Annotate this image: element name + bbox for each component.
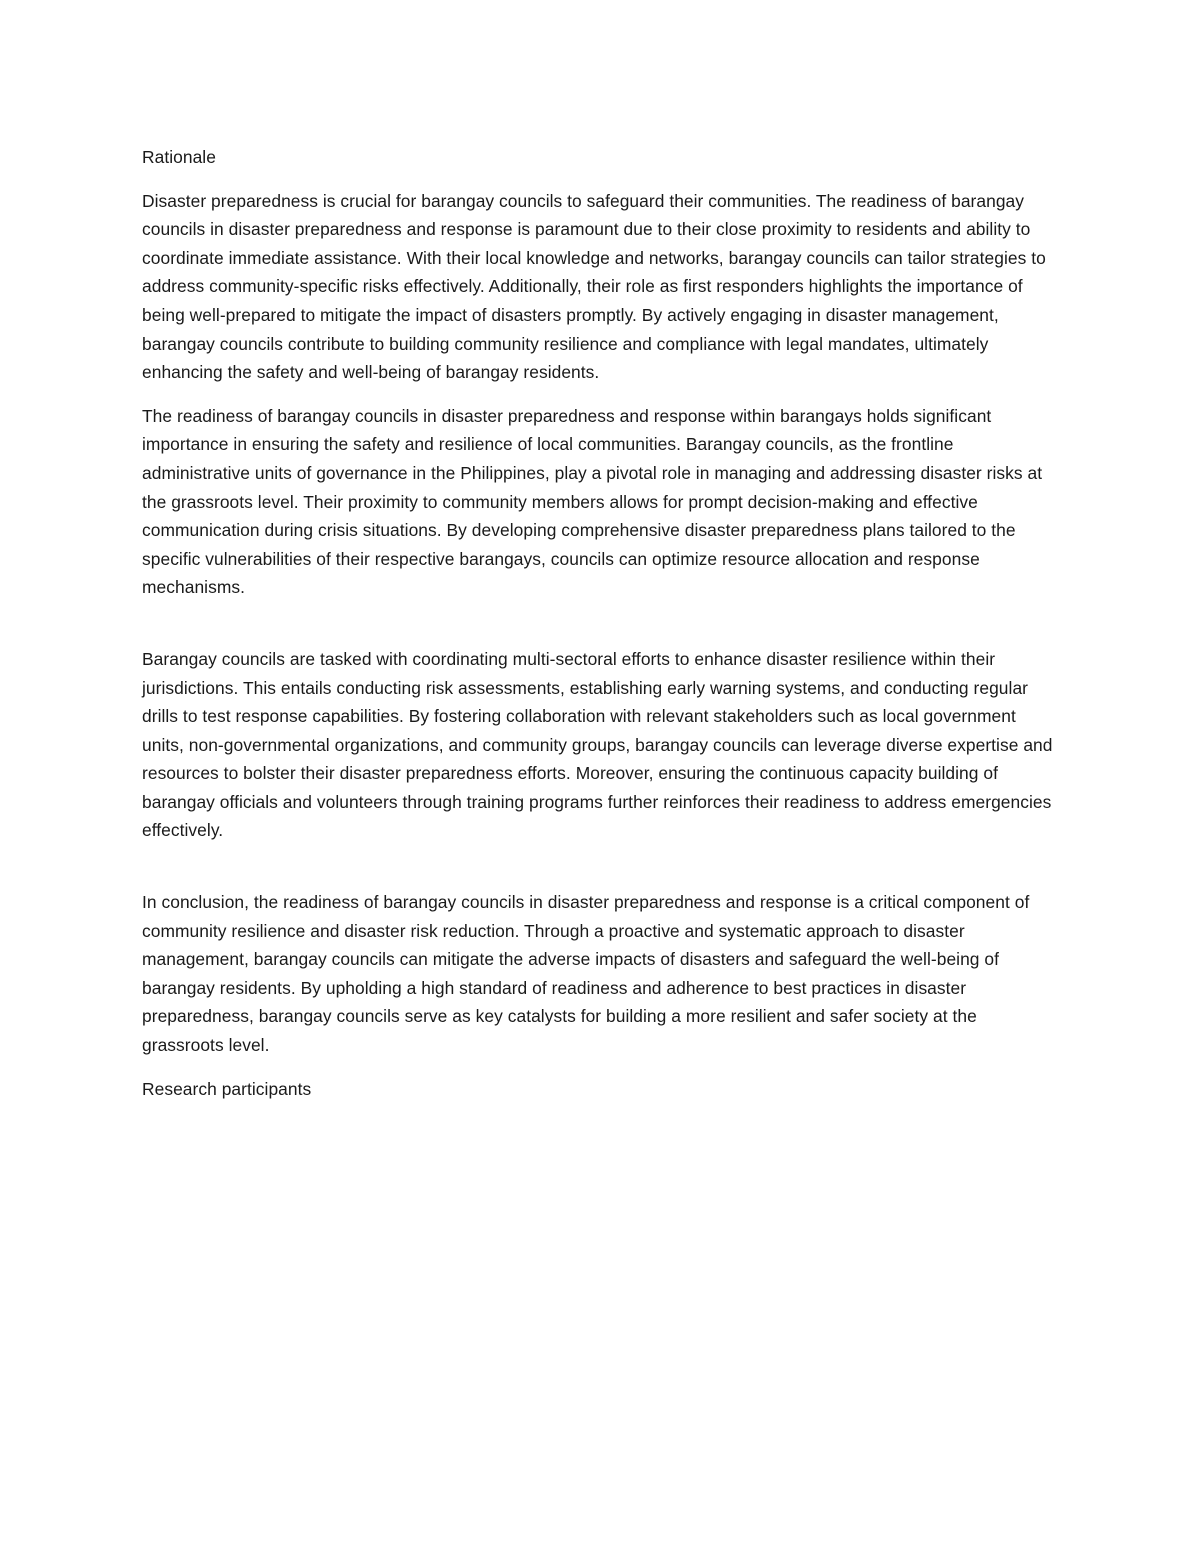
section-heading-research-participants: Research participants xyxy=(142,1078,312,1099)
section-heading-rationale: Rationale xyxy=(142,147,216,167)
paragraph-1: Disaster preparedness is crucial for barangay councils to safeguard their communities. The readiness of barangay councils in disaster preparedness and response is paramount due to their close proximity to residents and ability to coordinate immediate assistance. With their local knowledge and networks, barangay councils can tailor strategies to address community-specific risks effectively. Additionally, their role as first responders highlights the importance of being well-prepared to mitigate the impact of disasters promptly. By actively engaging in disaster management, barangay councils contribute to building community resilience and compliance with legal mandates, ultimately enhancing the safety and well-being of barangay residents. xyxy=(142,190,1046,383)
paragraph-3: Barangay councils are tasked with coordinating multi-sectoral efforts to enhance disaster resilience within their jurisdictions. This entails conducting risk assessments, establishing early warning systems, and conducting regular drills to test response capabilities. By fostering collaboration with relevant stakeholders such as local government units, non-governmental organizations, and community groups, barangay councils can leverage diverse expertise and resources to bolster their disaster preparedness efforts. Moreover, ensuring the continuous capacity building of barangay officials and volunteers through training programs further reinforces their readiness to address emergencies effectively. xyxy=(142,648,1053,841)
paragraph-2: The readiness of barangay councils in disaster preparedness and response within barangays holds significant importance in ensuring the safety and resilience of local communities. Barangay councils, as the frontline administrative units of governance in the Philippines, play a pivotal role in managing and addressing disaster risks at the grassroots level. Their proximity to community members allows for prompt decision-making and effective communication during crisis situations. By developing comprehensive disaster preparedness plans tailored to the specific vulnerabilities of their respective barangays, councils can optimize resource allocation and response mechanisms. xyxy=(142,405,1043,598)
paragraph-4: In conclusion, the readiness of barangay councils in disaster preparedness and response is a critical component of community resilience and disaster risk reduction. Through a proactive and systematic approach to disaster management, barangay councils can mitigate the adverse impacts of disasters and safeguard the well-being of barangay residents. By upholding a high standard of readiness and adherence to best practices in disaster preparedness, barangay councils serve as key catalysts for building a more resilient and safer society at the grassroots level. xyxy=(142,892,1030,1056)
document-body xyxy=(142,143,1060,1118)
